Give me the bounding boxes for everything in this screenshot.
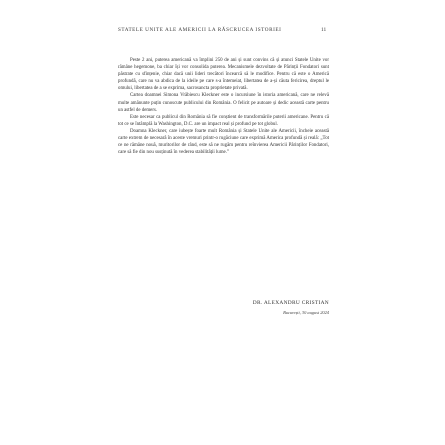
running-head: STATELE UNITE ALE AMERICII LA RĂSCRUCEA ISTORIEI (118, 27, 282, 33)
paragraph: Peste 2 ani, puterea americană va împlini 250 de ani și sunt convins că și atunci Statele Unite vor rămâne hegemone, ba chiar își vor consolida puterea. Mecanismele dezvoltate de Părinții Fondatori sunt păstrate cu sfințenie, chiar dacă unii lideri trecători încearcă să le modifice. Pentru că este o Americă profundă, care nu va abdica de la ideile pe care s-a întemeiat, libertatea de a-și căuta fericirea, dreptul le omului, libertatea de a se exprima, sacrosancta proprietate privată. (118, 58, 329, 92)
author-signature: DR. ALEXANDRU CRISTIAN (252, 300, 329, 306)
paragraph: Cartea doamnei Simona Vrăbiescu Kleckner este o incursiune în istoria americană, care ne relevă multe amănunte puțin cunoscute publicului din România. O felicit pe autoare și dedic această carte pentru un astfel de demers. (118, 93, 329, 113)
body-text (118, 57, 329, 156)
dateline: București, 30 august 2024 (283, 310, 329, 315)
page-number: 11 (321, 27, 327, 33)
paragraph: Este necesar ca publicul din România să fie conștient de transformările puterii americane. Pentru că tot ce se întâmplă la Washington, D.C. are un impact real și profund pe tot globul. (118, 114, 329, 127)
paragraph: Doamna Kleckner, care iubește foarte mult România și Statele Unite ale Americii, încheie această carte extrem de necesară în aceste vremuri printr-o rugăciune care exprimă America profundă și reală: „Tot ce ne rămâne nouă, muritorilor de rând, este să ne rugăm pentru reînvierea Americii Părinților Fondatori, care să fie din nou susținută în vederea stabilității lume.” (118, 128, 329, 156)
